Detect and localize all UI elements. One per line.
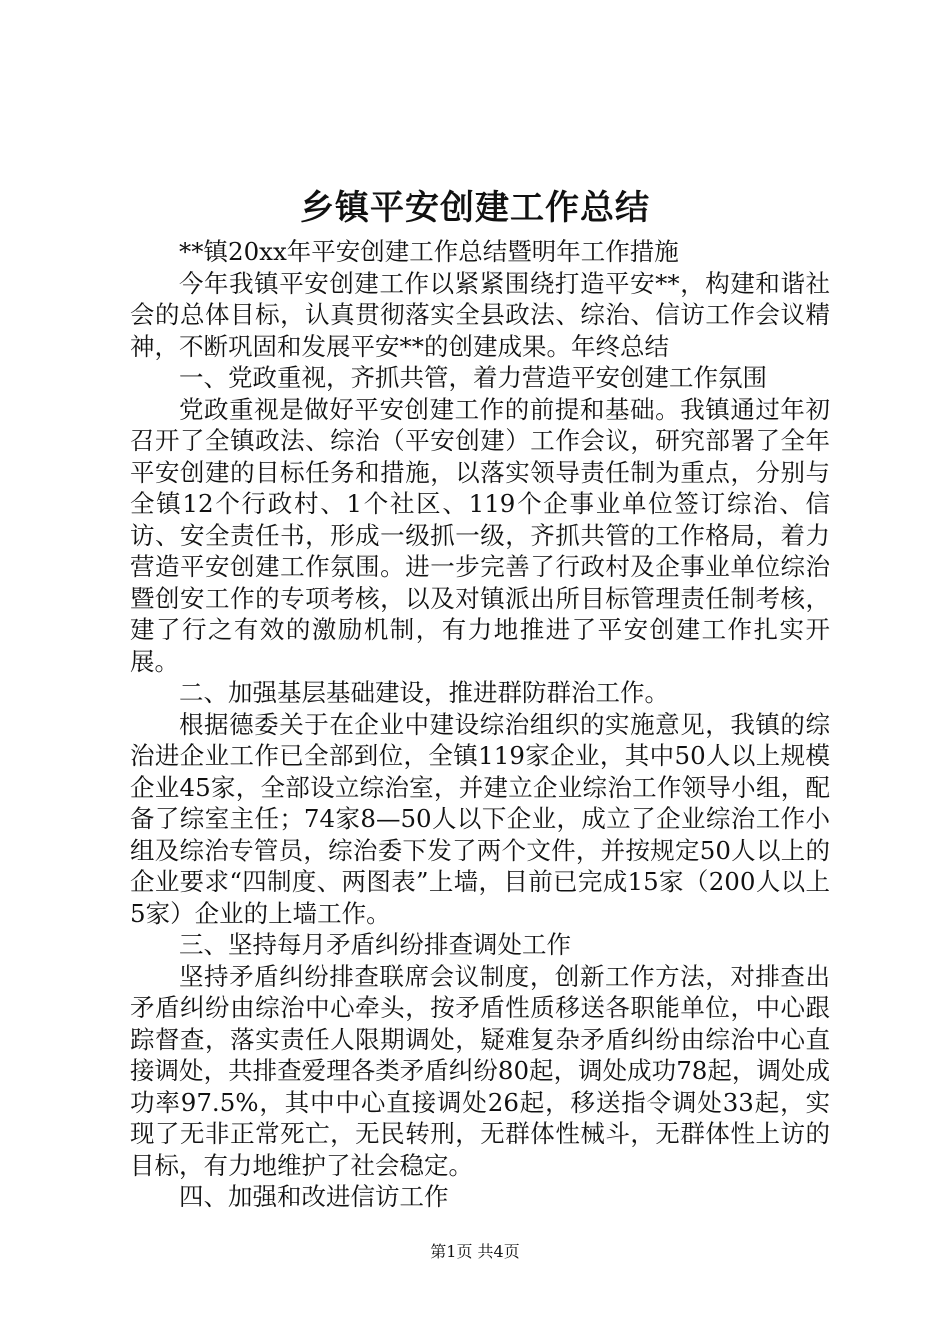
section-body-2: 根据德委关于在企业中建设综治组织的实施意见，我镇的综治进企业工作已全部到位，全镇119家企业，其中50人以上规模企业45家，全部设立综治室，并建立企业综治工作领导小组，配备了综室主任；74家8—50人以下企业，成立了企业综治工作小组及综治专管员，综治委下发了两个文件，并按规定50人以上的企业要求“四制度、两图表”上墙，目前已完成15家（200人以上5家）企业的上墙工作。 (130, 709, 830, 928)
section-heading-4: 四、加强和改进信访工作 (179, 1182, 449, 1211)
intro-paragraph: 今年我镇平安创建工作以紧紧围绕打造平安**，构建和谐社会的总体目标，认真贯彻落实全县政法、综治、信访工作会议精神，不断巩固和发展平安**的创建成果。年终总结 (130, 268, 830, 361)
section-body-1: 党政重视是做好平安创建工作的前提和基础。我镇通过年初召开了全镇政法、综治（平安创建）工作会议，研究部署了全年平安创建的目标任务和措施，以落实领导责任制为重点，分别与全镇12个行政村、1个社区、119个企事业单位签订综治、信访、安全责任书，形成一级抓一级，齐抓共管的工作格局，着力营造平安创建工作氛围。进一步完善了行政村及企事业单位综治暨创安工作的专项考核，以及对镇派出所目标管理责任制考核，建了行之有效的激励机制，有力地推进了平安创建工作扎实开展。 (130, 394, 830, 676)
page-footer: 第1页 共4页 (430, 1242, 520, 1261)
document-body (130, 236, 830, 1213)
document-title: 乡镇平安创建工作总结 (300, 188, 650, 228)
section-heading-1: 一、党政重视，齐抓共管，着力营造平安创建工作氛围 (179, 363, 767, 392)
section-heading-3: 三、坚持每月矛盾纠纷排查调处工作 (179, 930, 571, 959)
section-heading-2: 二、加强基层基础建设，推进群防群治工作。 (179, 678, 669, 707)
subtitle-paragraph: **镇20xx年平安创建工作总结暨明年工作措施 (179, 237, 679, 266)
section-body-3: 坚持矛盾纠纷排查联席会议制度，创新工作方法，对排查出矛盾纠纷由综治中心牵头，按矛盾性质移送各职能单位，中心跟踪督查，落实责任人限期调处，疑难复杂矛盾纠纷由综治中心直接调处，共排查爱理各类矛盾纠纷80起，调处成功78起，调处成功率97.5%，其中中心直接调处26起，移送指令调处33起，实现了无非正常死亡，无民转刑，无群体性械斗，无群体性上访的目标，有力地维护了社会稳定。 (130, 961, 830, 1180)
